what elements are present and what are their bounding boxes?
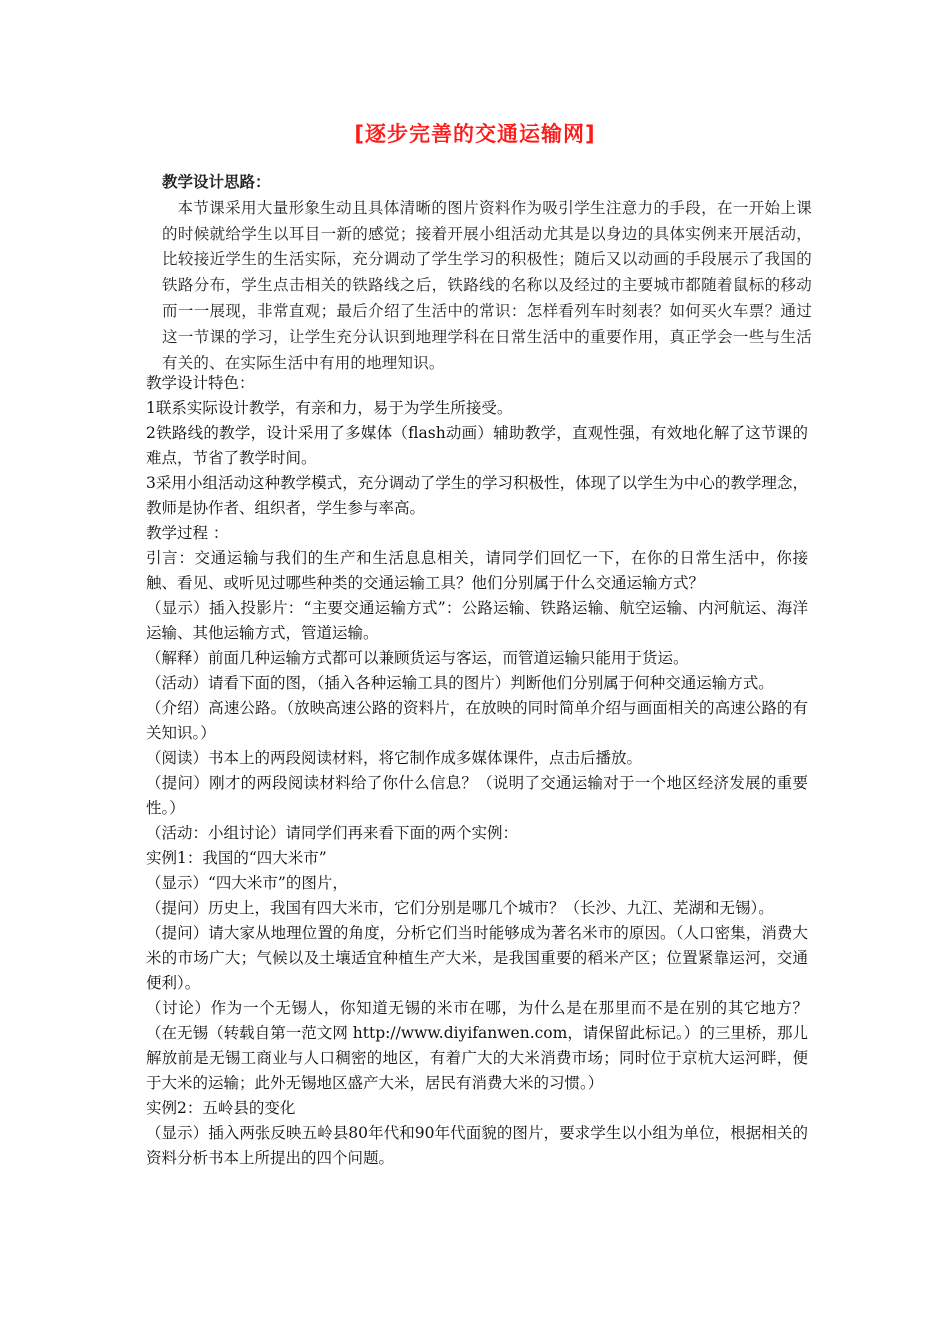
body-paragraph: （阅读）书本上的两段阅读材料，将它制作成多媒体课件，点击后播放。: [146, 749, 643, 767]
document-body: [146, 371, 808, 1171]
body-paragraph: 2铁路线的教学，设计采用了多媒体（flash动画）辅助教学，直观性强，有效地化解了这节课的难点，节省了教学时间。: [146, 424, 808, 467]
body-paragraph: 实例1：我国的“四大米市”: [146, 849, 327, 867]
body-paragraph: （显示）“四大米市”的图片，: [146, 874, 348, 892]
body-paragraph: （活动：小组讨论）请同学们再来看下面的两个实例：: [146, 824, 519, 842]
page-title: [逐步完善的交通运输网]: [354, 122, 596, 146]
body-paragraph: 引言：交通运输与我们的生产和生活息息相关，请同学们回忆一下，在你的日常生活中，你接触、看见、或听见过哪些种类的交通运输工具？他们分别属于什么交通运输方式？: [146, 549, 808, 592]
body-paragraph: （活动）请看下面的图，（插入各种运输工具的图片）判断他们分别属于何种交通运输方式。: [146, 674, 774, 692]
body-paragraph: （提问）请大家从地理位置的角度，分析它们当时能够成为著名米市的原因。（人口密集，消费大米的市场广大；气候以及土壤适宜种植生产大米，是我国重要的稻米产区；位置紧靠运河，交通便利）。: [146, 924, 808, 992]
body-paragraph: （提问）刚才的两段阅读材料给了你什么信息？（说明了交通运输对于一个地区经济发展的重要性。）: [146, 774, 808, 817]
body-paragraph: 实例2：五岭县的变化: [146, 1099, 296, 1117]
design-idea-heading: 教学设计思路：: [162, 173, 271, 191]
body-paragraph: 教学设计特色：: [146, 374, 255, 392]
body-paragraph: （显示）插入两张反映五岭县80年代和90年代面貌的图片，要求学生以小组为单位，根据相关的资料分析书本上所提出的四个问题。: [146, 1124, 808, 1167]
body-paragraph: 1联系实际设计教学，有亲和力，易于为学生所接受。: [146, 399, 513, 417]
body-paragraph: （显示）插入投影片：“主要交通运输方式”：公路运输、铁路运输、航空运输、内河航运、海洋运输、其他运输方式，管道运输。: [146, 599, 808, 642]
body-paragraph: （提问）历史上，我国有四大米市，它们分别是哪几个城市？（长沙、九江、芜湖和无锡）。: [146, 899, 774, 917]
body-paragraph: （讨论）作为一个无锡人，你知道无锡的米市在哪，为什么是在那里而不是在别的其它地方？（在无锡（转载自第一范文网 http://www.diyifanwen.com，请保留此标记。）的三里桥，那儿解放前是无锡工商业与人口稠密的地区，有着广大的大米消费市场；同时位于京杭大运河畔，便于大米的运输；此外无锡地区盛产大米，居民有消费大米的习惯。）: [146, 999, 808, 1092]
body-paragraph: 3采用小组活动这种教学模式，充分调动了学生的学习积极性，体现了以学生为中心的教学理念，教师是协作者、组织者，学生参与率高。: [146, 474, 808, 517]
body-paragraph: （解释）前面几种运输方式都可以兼顾货运与客运，而管道运输只能用于货运。: [146, 649, 689, 667]
body-paragraph: 教学过程 ：: [146, 524, 229, 542]
design-idea-paragraph: 本节课采用大量形象生动且具体清晰的图片资料作为吸引学生注意力的手段，在一开始上课的时候就给学生以耳目一新的感觉；接着开展小组活动尤其是以身边的具体实例来开展活动，比较接近学生的生活实际，充分调动了学生学习的积极性；随后又以动画的手段展示了我国的铁路分布，学生点击相关的铁路线之后，铁路线的名称以及经过的主要城市都随着鼠标的移动而一一展现，非常直观；最后介绍了生活中的常识：怎样看列车时刻表？如何买火车票？通过这一节课的学习，让学生充分认识到地理学科在日常生活中的重要作用，真正学会一些与生活有关的、在实际生活中有用的地理知识。: [162, 198, 812, 372]
design-idea-section: [162, 170, 812, 376]
body-paragraph: （介绍）高速公路。（放映高速公路的资料片，在放映的同时简单介绍与画面相关的高速公路的有关知识。）: [146, 699, 808, 742]
